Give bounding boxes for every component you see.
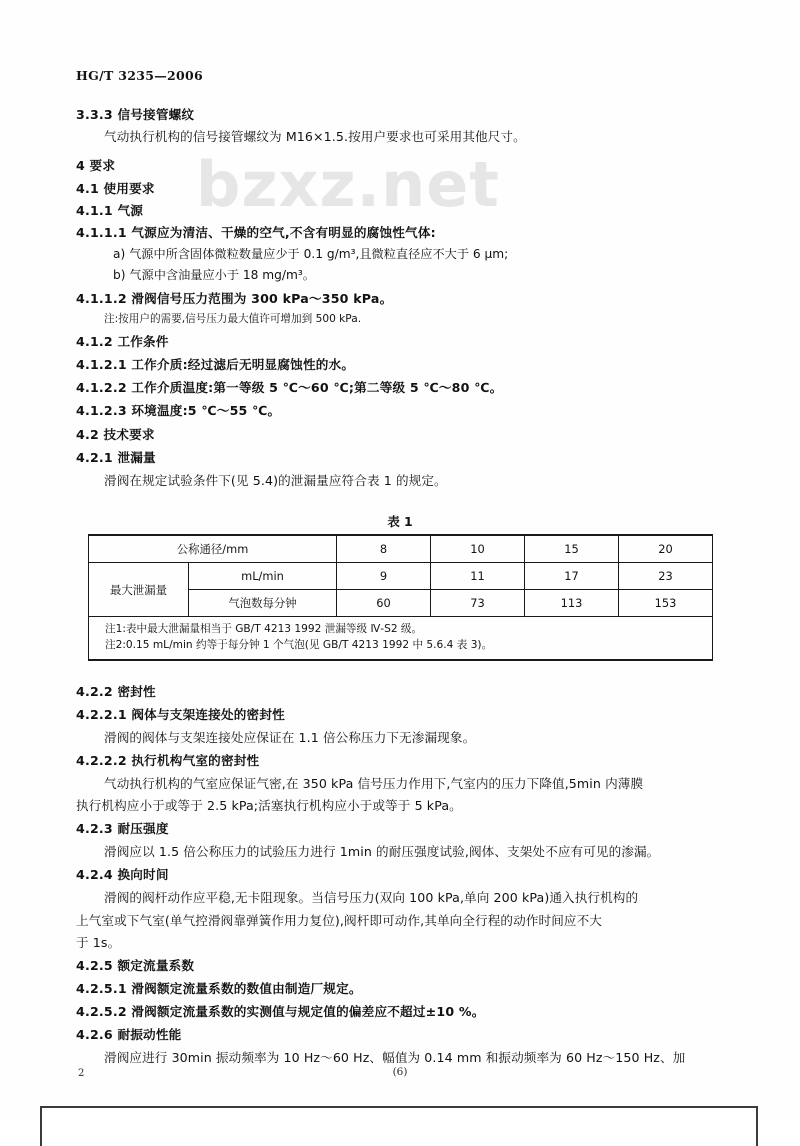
watermark-bzxz: bzxz.net [196, 148, 500, 221]
paragraph-3-3-3: 气动执行机构的信号接管螺纹为 M16×1.5.按用户要求也可采用其他尺寸。 [104, 129, 526, 144]
cell-unit-ml-per-min: mL/min [189, 563, 337, 590]
heading-4-1: 4.1 使用要求 [76, 181, 155, 196]
heading-4-2-2: 4.2.2 密封性 [76, 684, 156, 699]
cell-diameter-3: 20 [619, 535, 713, 563]
table-note-1: 注1:表中最大泄漏量相当于 GB/T 4213 1992 泄漏等级 Ⅳ-S2 级。 [105, 623, 423, 635]
leakage-table [88, 534, 713, 661]
paragraph-4-2-4-line3: 于 1s。 [76, 935, 121, 950]
paragraph-4-2-6: 滑阀应进行 30min 振动频率为 10 Hz～60 Hz、幅值为 0.14 mm 和振动频率为 60 Hz～150 Hz、加 [104, 1050, 686, 1065]
cell-unit-bubbles: 气泡数每分钟 [189, 590, 337, 617]
cell-table-notes [89, 617, 713, 660]
heading-4-1-1: 4.1.1 气源 [76, 203, 144, 218]
running-head: HG/T 3235—2006 [76, 68, 203, 83]
footer-page-number: (6) [392, 1066, 408, 1078]
heading-4-1-2: 4.1.2 工作条件 [76, 334, 169, 349]
paragraph-4-2-3: 滑阀应以 1.5 倍公称压力的试验压力进行 1min 的耐压强度试验,阀体、支架处不应有可见的渗漏。 [104, 844, 660, 859]
cell-ml-0: 9 [337, 563, 431, 590]
cell-bubbles-0: 60 [337, 590, 431, 617]
list-item-b: b) 气源中含油量应小于 18 mg/m³。 [113, 268, 315, 282]
note-4-1-1-2: 注:按用户的需要,信号压力最大值许可增加到 500 kPa. [104, 313, 362, 325]
heading-4-1-2-2: 4.1.2.2 工作介质温度:第一等级 5 ℃～60 ℃;第二等级 5 ℃～80 ℃。 [76, 380, 503, 395]
heading-4-2: 4.2 技术要求 [76, 427, 155, 442]
cell-diameter-0: 8 [337, 535, 431, 563]
heading-4-1-2-3: 4.1.2.3 环境温度:5 ℃～55 ℃。 [76, 403, 281, 418]
cell-max-leakage-label: 最大泄漏量 [89, 563, 189, 617]
heading-4-2-2-1: 4.2.2.1 阀体与支架连接处的密封性 [76, 707, 285, 722]
paragraph-4-2-2-1: 滑阀的阀体与支架连接处应保证在 1.1 倍公称压力下无渗漏现象。 [104, 730, 476, 745]
next-page-frame-edge [40, 1106, 758, 1146]
table-note-2: 注2:0.15 mL/min 约等于每分钟 1 个气泡(见 GB/T 4213 1992 中 5.6.4 表 3)。 [105, 639, 493, 652]
table-row-notes [89, 617, 713, 660]
heading-4-1-1-2: 4.1.1.2 滑阀信号压力范围为 300 kPa～350 kPa。 [76, 291, 393, 306]
footer-page-marker: 2 [78, 1068, 85, 1079]
cell-ml-3: 23 [619, 563, 713, 590]
cell-nominal-diameter: 公称通径/mm [89, 535, 337, 563]
paragraph-4-2-2-2-line2: 执行机构应小于或等于 2.5 kPa;活塞执行机构应小于或等于 5 kPa。 [76, 798, 462, 813]
paragraph-4-2-4-line1: 滑阀的阀杆动作应平稳,无卡阻现象。当信号压力(双向 100 kPa,单向 200 kPa)通入执行机构的 [104, 890, 639, 905]
cell-bubbles-2: 113 [525, 590, 619, 617]
table-row-ml-per-min [89, 563, 713, 590]
cell-diameter-1: 10 [431, 535, 525, 563]
paragraph-4-2-4-line2: 上气室或下气室(单气控滑阀靠弹簧作用力复位),阀杆即可动作,其单向全行程的动作时间应不大 [76, 913, 602, 928]
cell-bubbles-1: 73 [431, 590, 525, 617]
heading-4-2-5: 4.2.5 额定流量系数 [76, 958, 195, 973]
heading-4-1-2-1: 4.1.2.1 工作介质:经过滤后无明显腐蚀性的水。 [76, 357, 355, 372]
cell-diameter-2: 15 [525, 535, 619, 563]
heading-4-2-5-2: 4.2.5.2 滑阀额定流量系数的实测值与规定值的偏差应不超过±10 %。 [76, 1004, 485, 1019]
paragraph-4-2-1: 滑阀在规定试验条件下(见 5.4)的泄漏量应符合表 1 的规定。 [104, 473, 447, 488]
cell-ml-1: 11 [431, 563, 525, 590]
heading-3-3-3: 3.3.3 信号接管螺纹 [76, 107, 195, 122]
heading-4-2-3: 4.2.3 耐压强度 [76, 821, 169, 836]
heading-4-1-1-1: 4.1.1.1 气源应为清洁、干燥的空气,不含有明显的腐蚀性气体: [76, 225, 436, 240]
paragraph-4-2-2-2-line1: 气动执行机构的气室应保证气密,在 350 kPa 信号压力作用下,气室内的压力下降值,5min 内薄膜 [104, 776, 644, 791]
heading-4-2-5-1: 4.2.5.1 滑阀额定流量系数的数值由制造厂规定。 [76, 981, 362, 996]
table-row-diameter [89, 535, 713, 563]
heading-4-2-2-2: 4.2.2.2 执行机构气室的密封性 [76, 753, 260, 768]
table-caption: 表 1 [387, 514, 413, 529]
heading-4-2-6: 4.2.6 耐振动性能 [76, 1027, 182, 1042]
heading-4-2-4: 4.2.4 换向时间 [76, 867, 169, 882]
heading-4-2-1: 4.2.1 泄漏量 [76, 450, 156, 465]
list-item-a: a) 气源中所含固体微粒数量应少于 0.1 g/m³,且微粒直径应不大于 6 μm; [113, 247, 509, 261]
heading-4: 4 要求 [76, 158, 116, 173]
cell-bubbles-3: 153 [619, 590, 713, 617]
cell-ml-2: 17 [525, 563, 619, 590]
